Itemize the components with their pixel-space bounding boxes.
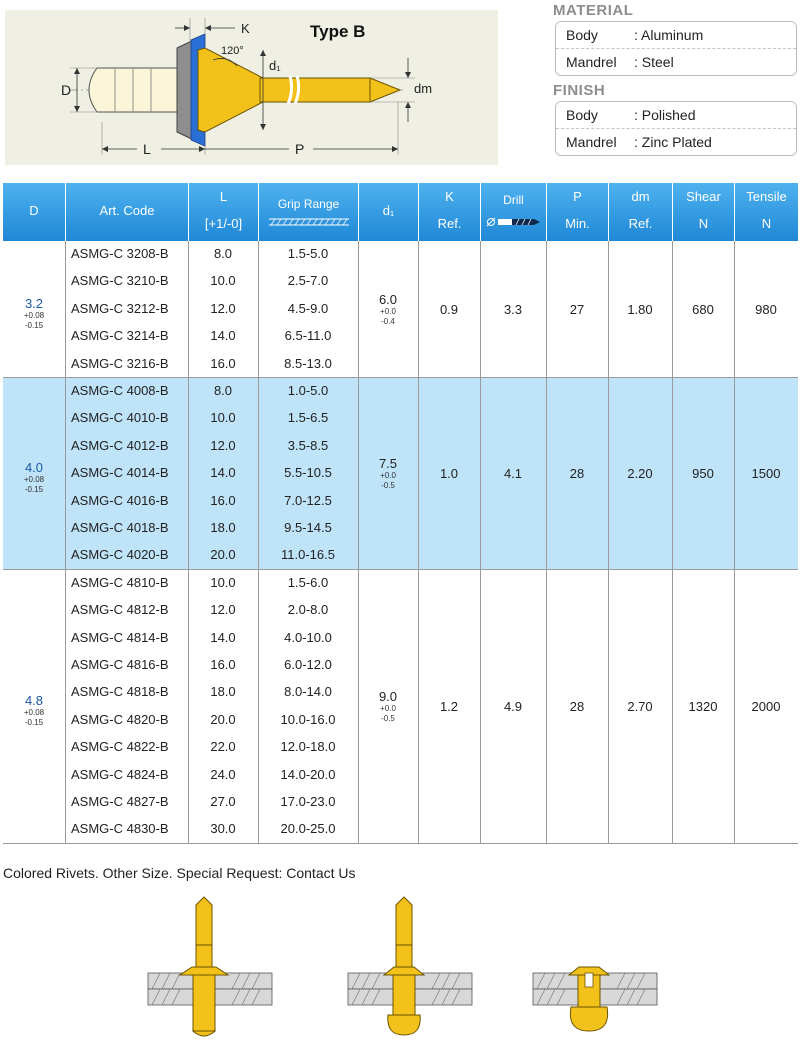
grip-range-value: 14.0-20.0 [280,766,336,782]
header-dm-label: dm [631,189,650,204]
header-drill-label: Drill [503,193,524,207]
spec-panel [553,0,798,165]
column-divider [672,378,673,570]
dimension-label-d: D [61,82,72,98]
group-shear: 950 [692,465,714,481]
length-value: 14.0 [210,629,236,645]
grip-range-value: 6.0-12.0 [284,656,332,672]
grip-range-value: 12.0-18.0 [280,739,336,755]
art-code: ASMG-C 3210-B [71,273,169,289]
group-drill: 4.9 [503,698,523,714]
material-mandrel-value: : Steel [634,54,674,70]
group-d1: 6.0 [378,291,398,307]
art-code: ASMG-C 3214-B [71,328,169,344]
art-code: ASMG-C 4008-B [71,383,169,398]
material-heading: MATERIAL [553,2,634,19]
group-d1: 9.0 [378,688,398,704]
grip-range-value: 5.5-10.5 [284,465,332,481]
column-divider [65,241,66,378]
art-code: ASMG-C 4012-B [71,437,169,453]
length-value: 16.0 [210,492,236,508]
grip-range-value: 17.0-23.0 [280,793,336,809]
header-p [546,183,608,241]
group-p: 28 [569,465,585,481]
group-k: 1.2 [439,698,459,714]
group-k: 0.9 [439,301,459,317]
rivet-dimension-diagram [5,10,498,165]
column-divider [608,241,609,378]
finish-box [555,101,797,156]
header-p-min: Min. [565,216,590,231]
header-grip-label: Grip Range [277,197,340,211]
column-divider [258,378,259,570]
grip-range-value: 9.5-14.5 [284,520,332,535]
group-diameter: 4.0 [24,459,44,475]
grip-range-value: 8.0-14.0 [284,684,332,700]
art-code: ASMG-C 4016-B [71,492,169,508]
length-value: 22.0 [210,739,236,755]
group-diameter: 3.2 [24,295,44,311]
diagram-title: Type B [310,22,366,41]
grip-range-value: 4.0-10.0 [284,629,332,645]
group-d1: 7.5 [378,455,398,471]
art-code: ASMG-C 4827-B [71,793,169,809]
column-divider [608,378,609,570]
art-code: ASMG-C 4810-B [71,574,169,590]
group-dm: 1.80 [627,301,653,317]
group-diameter-tol-plus: +0.08 [23,474,45,484]
column-divider [546,378,547,570]
rivet-step-setting [340,895,480,1045]
length-value: 14.0 [210,328,236,344]
header-l-tolerance: [+1/-0] [204,216,243,231]
column-divider [546,241,547,378]
column-divider [480,378,481,570]
finish-heading: FINISH [553,82,606,99]
art-code: ASMG-C 4020-B [71,547,169,563]
length-value: 20.0 [210,547,236,563]
length-value: 20.0 [210,711,236,727]
material-row-body [556,22,796,48]
length-value: 16.0 [210,355,236,371]
length-value: 8.0 [213,383,233,398]
art-code: ASMG-C 3212-B [71,300,169,316]
header-tensile [734,183,798,241]
column-divider [734,570,735,844]
group-p: 28 [569,698,585,714]
header-d [3,183,65,241]
column-divider [608,570,609,844]
size-group-4.8 [3,570,798,844]
header-shear-unit: N [698,216,709,231]
grip-range-value: 2.0-8.0 [287,602,329,618]
length-value: 30.0 [210,821,236,837]
group-d1-tol-plus: +0.0 [380,703,396,713]
rivet-step-inserted [140,895,280,1045]
column-divider [358,378,359,570]
header-shear-label: Shear [686,189,721,204]
art-code: ASMG-C 4830-B [71,821,169,837]
group-diameter-tol-plus: +0.08 [23,310,45,320]
grip-range-value: 1.5-6.5 [287,410,329,426]
column-divider [672,241,673,378]
header-tensile-label: Tensile [746,189,787,204]
art-code: ASMG-C 4822-B [71,739,169,755]
header-p-label: P [573,189,582,204]
group-diameter: 4.8 [24,692,44,708]
header-grip [258,183,358,241]
column-divider [480,570,481,844]
size-group-3.2 [3,241,798,378]
art-code: ASMG-C 4018-B [71,520,169,535]
column-divider [734,378,735,570]
finish-row-mandrel [556,128,796,155]
group-tensile: 1500 [751,465,781,481]
group-k: 1.0 [439,465,459,481]
group-drill: 3.3 [503,301,523,317]
length-value: 24.0 [210,766,236,782]
column-divider [418,378,419,570]
group-d1-tol-minus: -0.5 [381,480,395,490]
dimension-label-dm: dm [414,81,433,96]
material-box [555,21,797,76]
art-code: ASMG-C 4818-B [71,684,169,700]
footer-note: Colored Rivets. Other Size. Special Request: Contact Us [3,865,356,881]
art-code: ASMG-C 4820-B [71,711,169,727]
header-code [65,183,188,241]
group-d1-tol-minus: -0.5 [381,713,395,723]
group-diameter-tol-plus: +0.08 [23,707,45,717]
column-divider [188,570,189,844]
art-code: ASMG-C 4812-B [71,602,169,618]
group-d1-tol-plus: +0.0 [380,306,396,316]
header-k-ref: Ref. [437,216,462,231]
rivet-step-set [525,895,665,1045]
length-value: 18.0 [210,684,236,700]
column-divider [734,241,735,378]
length-value: 27.0 [210,793,236,809]
header-l [188,183,258,241]
group-tensile: 980 [755,301,777,317]
group-diameter-tol-minus: -0.15 [24,320,44,330]
length-value: 16.0 [210,656,236,672]
column-divider [258,570,259,844]
column-divider [358,570,359,844]
dimension-label-p: P [295,141,305,157]
group-divider [3,843,798,844]
group-d1-tol-minus: -0.4 [381,316,395,326]
finish-body-value: : Polished [634,107,696,123]
grip-range-value: 1.5-5.0 [287,246,329,261]
finish-mandrel-key: Mandrel [566,134,617,150]
group-shear: 680 [692,301,714,317]
length-value: 10.0 [210,574,236,590]
finish-mandrel-value: : Zinc Plated [634,134,712,150]
column-divider [65,378,66,570]
header-code-label: Art. Code [99,203,155,218]
art-code: ASMG-C 4010-B [71,410,169,426]
grip-range-value: 6.5-11.0 [284,328,332,344]
header-d1 [358,183,418,241]
column-divider [258,241,259,378]
length-value: 18.0 [210,520,236,535]
material-mandrel-key: Mandrel [566,54,617,70]
grip-range-value: 1.5-6.0 [287,574,329,590]
header-l-label: L [219,189,228,204]
grip-range-value: 2.5-7.0 [287,273,329,289]
drill-bit-icon [486,217,542,227]
header-d-label: D [29,203,39,218]
group-diameter-tol-minus: -0.15 [24,717,44,727]
art-code: ASMG-C 4816-B [71,656,169,672]
grip-range-value: 10.0-16.0 [280,711,336,727]
angle-label: 120° [221,45,244,57]
group-tensile: 2000 [751,698,781,714]
length-value: 14.0 [210,465,236,481]
column-divider [188,378,189,570]
header-shear [672,183,734,241]
header-dm-ref: Ref. [628,216,653,231]
grip-range-value: 3.5-8.5 [287,437,329,453]
column-divider [418,570,419,844]
art-code: ASMG-C 3208-B [71,246,169,261]
art-code: ASMG-C 4014-B [71,465,169,481]
art-code: ASMG-C 4824-B [71,766,169,782]
material-body-key: Body [566,27,598,43]
material-body-value: : Aluminum [634,27,704,43]
length-value: 12.0 [210,437,236,453]
header-k-label: K [445,189,454,204]
column-divider [480,241,481,378]
length-value: 10.0 [210,410,236,426]
grip-range-value: 7.0-12.5 [284,492,332,508]
finish-body-key: Body [566,107,598,123]
finish-row-body [556,102,796,128]
length-value: 12.0 [210,602,236,618]
length-value: 12.0 [210,300,236,316]
column-divider [672,570,673,844]
material-row-mandrel [556,48,796,75]
size-group-4.0 [3,378,798,570]
header-tensile-unit: N [761,216,772,231]
dimension-label-l: L [143,141,151,157]
art-code: ASMG-C 4814-B [71,629,169,645]
grip-range-value: 1.0-5.0 [287,383,329,398]
group-shear: 1320 [688,698,718,714]
header-dm [608,183,672,241]
length-value: 10.0 [210,273,236,289]
grip-range-value: 11.0-16.5 [281,547,335,563]
group-d1-tol-plus: +0.0 [380,470,396,480]
length-value: 8.0 [213,246,233,261]
header-drill [480,183,546,241]
column-divider [546,570,547,844]
group-p: 27 [569,301,585,317]
group-diameter-tol-minus: -0.15 [24,484,44,494]
header-d1-label: d₁ [382,203,395,218]
dimension-label-d1: d₁ [269,58,281,73]
grip-range-value: 20.0-25.0 [280,821,336,837]
group-dm: 2.70 [627,698,653,714]
art-code: ASMG-C 3216-B [71,355,169,371]
group-dm: 2.20 [627,465,653,481]
grip-range-value: 4.5-9.0 [287,300,329,316]
header-k [418,183,480,241]
column-divider [358,241,359,378]
column-divider [65,570,66,844]
dimension-label-k: K [241,21,250,36]
grip-hatch-icon [269,217,349,227]
column-divider [188,241,189,378]
grip-range-value: 8.5-13.0 [284,355,332,371]
group-drill: 4.1 [503,465,523,481]
column-divider [418,241,419,378]
